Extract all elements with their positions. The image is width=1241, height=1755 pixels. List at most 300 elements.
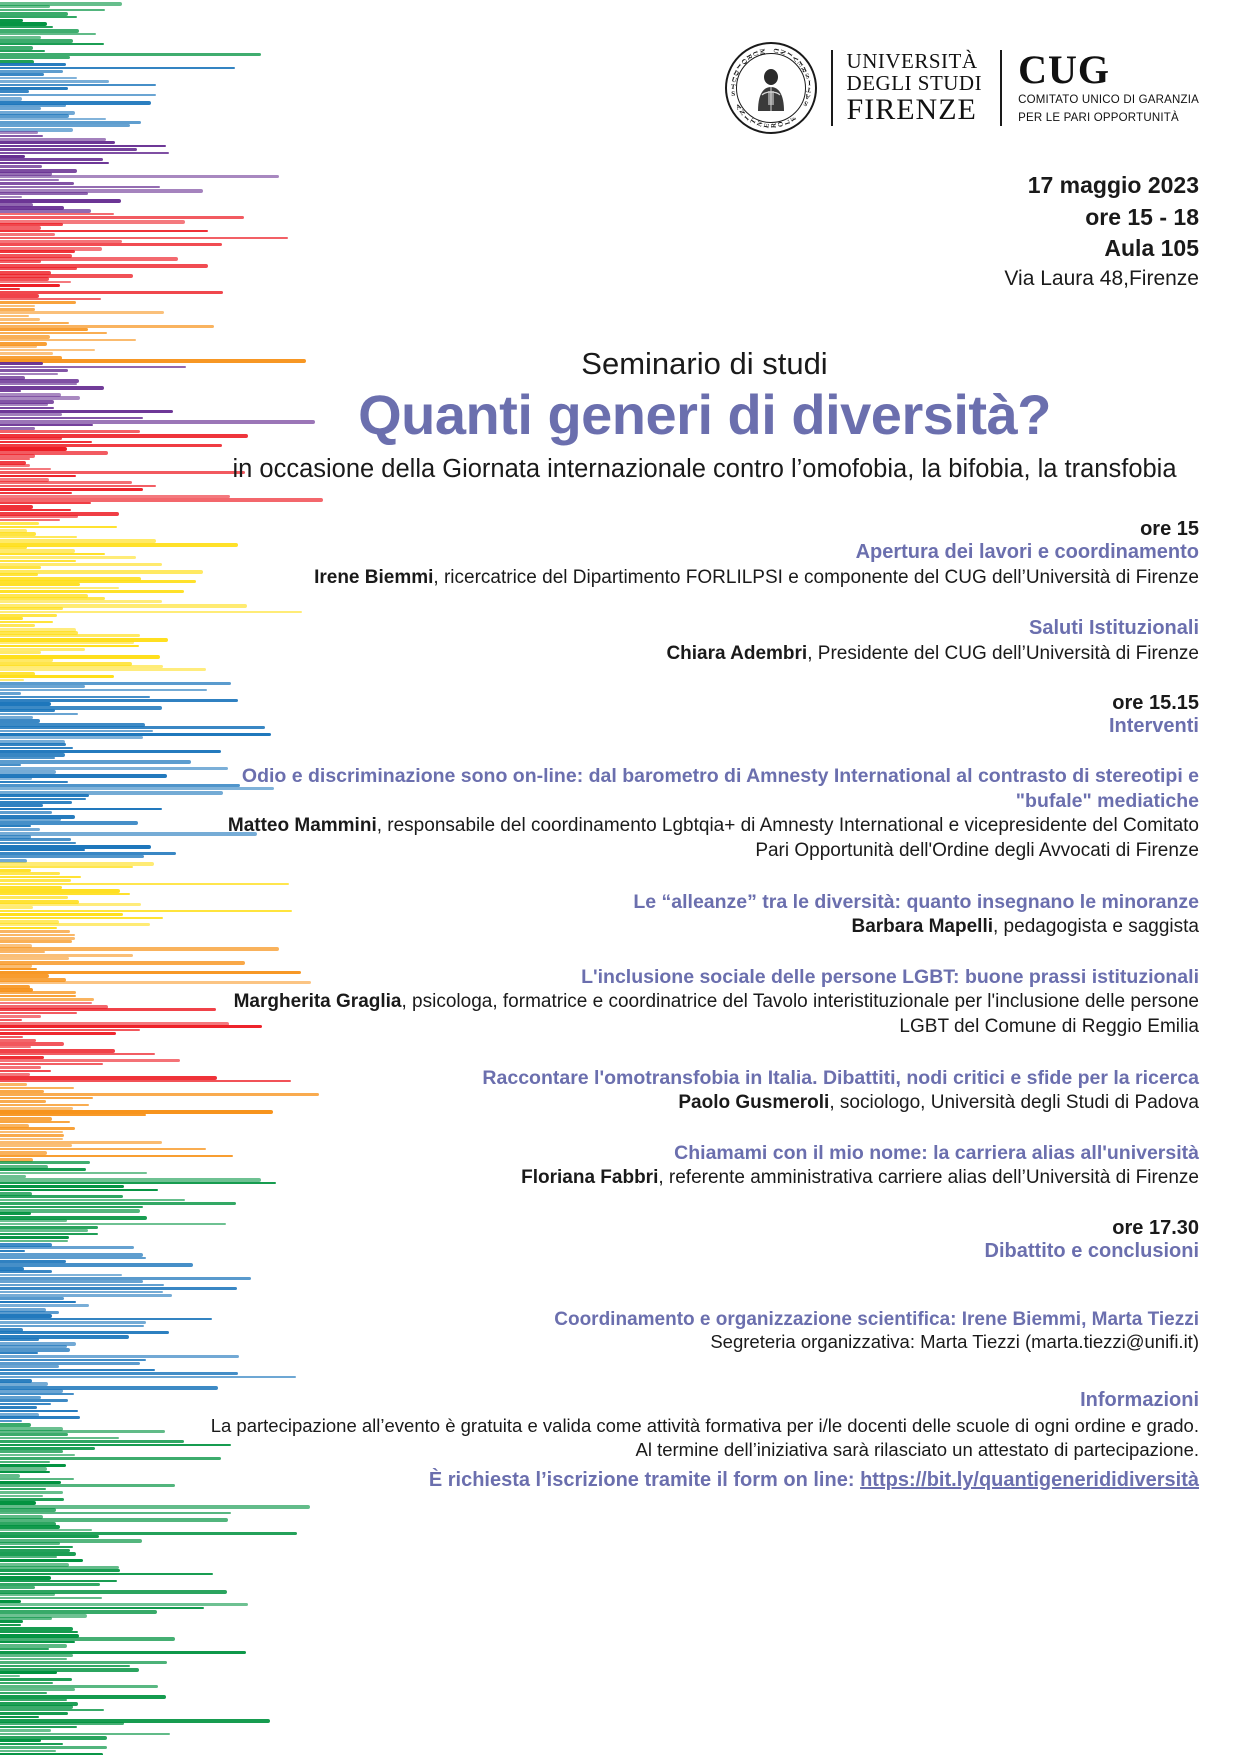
rainbow-streak	[0, 250, 75, 253]
rainbow-streak	[0, 1593, 55, 1596]
rainbow-streak	[0, 1648, 49, 1651]
rainbow-streak	[0, 315, 29, 318]
rainbow-streak	[0, 781, 68, 784]
rainbow-streak	[0, 1223, 226, 1226]
rainbow-streak	[0, 1600, 21, 1603]
rainbow-streak	[0, 243, 222, 246]
schedule-time-interventions: ore 15.15	[1112, 692, 1199, 715]
speaker-role: , referente amministrativa carriere alias dell’Università di Firenze	[658, 1167, 1199, 1189]
rainbow-streak	[0, 1325, 144, 1328]
event-kicker: Seminario di studi	[581, 346, 828, 382]
rainbow-streak	[0, 1631, 78, 1634]
rainbow-streak	[0, 1036, 23, 1039]
talk-item	[210, 764, 1199, 863]
rainbow-streak	[0, 1529, 92, 1532]
rainbow-streak	[0, 1481, 61, 1484]
rainbow-streak	[0, 186, 160, 189]
talk-speaker	[210, 814, 1199, 863]
rainbow-streak	[0, 961, 245, 965]
rainbow-streak	[0, 1012, 77, 1015]
rainbow-streak	[0, 930, 70, 933]
schedule-item-interventions-header	[210, 692, 1199, 738]
rainbow-streak	[0, 1569, 120, 1572]
rainbow-streak	[0, 556, 136, 559]
rainbow-streak	[0, 1726, 77, 1729]
schedule-heading-greetings: Saluti Istituzionali	[1028, 616, 1199, 639]
schedule-item-greetings	[210, 617, 1199, 667]
rainbow-streak	[0, 896, 68, 899]
rainbow-streak	[0, 617, 23, 620]
cug-acronym: CUG	[1018, 46, 1110, 92]
rainbow-streak	[0, 1008, 216, 1011]
rainbow-streak	[0, 1512, 231, 1515]
rainbow-streak	[0, 1369, 155, 1372]
rainbow-streak	[0, 1699, 67, 1702]
rainbow-streak	[0, 135, 43, 138]
footer-secretariat: Segreteria organizzativa: Marta Tiezzi (marta.tiezzi@unifi.it)	[710, 1330, 1199, 1352]
rainbow-streak	[0, 1549, 70, 1552]
rainbow-streak	[0, 954, 133, 957]
rainbow-streak	[0, 685, 85, 688]
rainbow-streak	[0, 1287, 237, 1290]
rainbow-streak	[0, 1430, 165, 1433]
rainbow-streak	[0, 777, 32, 780]
rainbow-streak	[0, 1729, 51, 1732]
rainbow-streak	[0, 1161, 90, 1164]
rainbow-streak	[0, 1002, 92, 1005]
rainbow-streak	[0, 1535, 99, 1538]
rainbow-streak	[0, 124, 130, 127]
rainbow-streak	[0, 998, 94, 1001]
rainbow-streak	[0, 665, 163, 668]
speaker-name: Paolo Gusmeroli	[678, 1091, 830, 1113]
speaker-role: , Presidente del CUG dell’Università di Firenze	[807, 642, 1199, 664]
rainbow-streak	[0, 1263, 193, 1267]
rainbow-streak	[0, 1658, 67, 1661]
rainbow-streak	[0, 192, 88, 195]
schedule-item-opening	[210, 518, 1199, 591]
rainbow-streak	[0, 1070, 51, 1073]
rainbow-streak	[0, 563, 162, 566]
rainbow-streak	[0, 1144, 72, 1147]
university-line-3: FIRENZE	[846, 93, 977, 127]
rainbow-streak	[0, 1440, 184, 1443]
rainbow-streak	[0, 223, 63, 226]
rainbow-streak	[0, 794, 89, 797]
rainbow-streak	[0, 917, 163, 920]
rainbow-streak	[0, 284, 60, 287]
rainbow-streak	[0, 1104, 89, 1107]
rainbow-streak	[0, 1229, 88, 1232]
rainbow-streak	[0, 1750, 56, 1753]
rainbow-streak	[0, 1580, 117, 1583]
rainbow-streak	[0, 903, 141, 906]
rainbow-streak	[0, 906, 33, 909]
rainbow-streak	[0, 828, 40, 831]
rainbow-streak	[0, 1059, 180, 1062]
rainbow-streak	[0, 413, 62, 416]
rainbow-streak	[0, 526, 117, 529]
rainbow-streak	[0, 1433, 68, 1436]
rainbow-streak	[0, 1688, 75, 1691]
speaker-name: Chiara Adembri	[666, 642, 808, 664]
rainbow-streak	[0, 730, 153, 733]
rainbow-streak	[0, 77, 77, 80]
rainbow-streak	[0, 1661, 167, 1664]
event-address: Via Laura 48,Firenze	[1004, 267, 1199, 291]
rainbow-streak	[0, 621, 53, 624]
rainbow-streak	[0, 107, 41, 110]
rainbow-streak	[0, 566, 41, 569]
speaker-name: Barbara Mapelli	[851, 915, 993, 937]
rainbow-streak	[0, 1678, 72, 1681]
rainbow-streak	[0, 1406, 37, 1409]
rainbow-streak	[0, 1321, 146, 1324]
rainbow-streak	[0, 1457, 221, 1460]
rainbow-streak	[0, 291, 223, 294]
rainbow-streak	[0, 281, 71, 284]
rainbow-streak	[0, 1107, 73, 1110]
rainbow-streak	[0, 713, 78, 716]
rainbow-streak	[0, 1345, 67, 1348]
rainbow-streak	[0, 1624, 21, 1627]
rainbow-streak	[0, 1257, 146, 1260]
cug-logo	[1000, 46, 1199, 126]
speaker-role: , psicologa, formatrice e coordinatrice del Tavolo interistituzionale per l'inclusione delle persone LGBT del Comune di Reggio Emilia	[401, 991, 1199, 1037]
rainbow-streak	[0, 1559, 83, 1562]
event-subtitle: in occasione della Giornata internazionale contro l’omofobia, la bifobia, la transfobia	[232, 454, 1177, 483]
rainbow-streak	[0, 1420, 22, 1423]
rainbow-streak	[0, 1396, 41, 1399]
rainbow-streak	[0, 1066, 41, 1069]
rainbow-streak	[0, 1260, 66, 1263]
rainbow-streak	[0, 1168, 86, 1171]
rainbow-streak	[0, 240, 122, 243]
rainbow-streak	[0, 923, 150, 926]
rainbow-streak	[0, 764, 21, 767]
rainbow-streak	[0, 682, 231, 685]
rainbow-streak	[0, 849, 85, 852]
rainbow-streak	[0, 444, 222, 447]
rainbow-streak	[0, 600, 162, 603]
rainbow-streak	[0, 1410, 78, 1413]
rainbow-streak	[0, 1073, 30, 1076]
rainbow-streak	[0, 509, 71, 512]
rainbow-streak	[0, 349, 95, 352]
talk-speaker	[210, 990, 1199, 1039]
rainbow-streak	[0, 675, 114, 678]
rainbow-streak	[0, 1620, 23, 1623]
rainbow-streak	[0, 522, 39, 525]
rainbow-streak	[0, 1185, 124, 1188]
rainbow-streak	[0, 118, 106, 121]
rainbow-streak	[0, 1671, 57, 1674]
rainbow-streak	[0, 1304, 89, 1307]
rainbow-streak	[0, 182, 74, 185]
rainbow-streak	[0, 1131, 63, 1134]
rainbow-streak	[0, 308, 35, 311]
rainbow-streak	[0, 590, 184, 593]
rainbow-streak	[0, 709, 55, 712]
rainbow-streak	[0, 1447, 95, 1450]
rainbow-streak	[0, 1280, 143, 1283]
rainbow-streak	[0, 1641, 75, 1644]
rainbow-streak	[0, 1450, 63, 1453]
rainbow-streak	[0, 597, 105, 600]
rainbow-streak	[0, 1029, 140, 1032]
rainbow-streak	[0, 1488, 46, 1491]
event-time: ore 15 - 18	[1085, 203, 1199, 230]
rainbow-streak	[0, 546, 27, 549]
rainbow-streak	[0, 145, 166, 148]
rainbow-streak	[0, 553, 105, 556]
rainbow-streak	[0, 1233, 98, 1236]
talk-speaker	[210, 915, 1199, 940]
rainbow-streak	[0, 1297, 64, 1300]
rainbow-streak	[0, 458, 30, 461]
rainbow-streak	[0, 1019, 22, 1022]
rainbow-streak	[0, 1403, 51, 1406]
rainbow-streak	[0, 1100, 46, 1103]
rainbow-streak	[0, 36, 41, 39]
rainbow-streak	[0, 1556, 57, 1559]
rainbow-streak	[0, 325, 214, 328]
rainbow-streak	[0, 852, 176, 855]
rainbow-streak	[0, 485, 156, 488]
rainbow-streak	[0, 757, 55, 760]
rainbow-streak	[0, 322, 69, 325]
rainbow-streak	[0, 339, 136, 342]
rainbow-streak	[0, 886, 62, 889]
rainbow-streak	[0, 305, 35, 308]
registration-link[interactable]: https://bit.ly/quantigenerididiversità	[860, 1468, 1199, 1491]
rainbow-streak	[0, 311, 164, 314]
rainbow-streak	[0, 216, 244, 219]
rainbow-streak	[0, 893, 130, 896]
rainbow-streak	[0, 179, 59, 182]
rainbow-streak	[0, 855, 144, 858]
rainbow-streak	[0, 641, 134, 644]
rainbow-streak	[0, 1722, 124, 1725]
rainbow-streak	[0, 141, 115, 144]
rainbow-streak	[0, 1202, 236, 1205]
rainbow-streak	[0, 403, 48, 406]
rainbow-streak	[0, 515, 78, 518]
rainbow-streak	[0, 1495, 43, 1498]
crest-inner-figure	[736, 53, 806, 123]
rainbow-streak	[0, 56, 70, 59]
rainbow-streak	[0, 1331, 169, 1334]
rainbow-streak	[0, 1359, 146, 1362]
rainbow-streak	[0, 743, 66, 746]
rainbow-streak	[0, 842, 76, 845]
rainbow-streak	[0, 70, 63, 73]
rainbow-streak	[0, 1301, 76, 1304]
rainbow-streak	[0, 84, 156, 87]
talk-title: Le “alleanze” tra le diversità: quanto insegnano le minoranze	[633, 890, 1199, 913]
rainbow-streak	[0, 927, 57, 930]
rainbow-streak	[0, 1454, 75, 1457]
rainbow-streak	[0, 1733, 170, 1736]
rainbow-streak	[0, 230, 208, 233]
rainbow-streak	[0, 825, 31, 828]
rainbow-streak	[0, 696, 150, 699]
rainbow-streak	[0, 1284, 164, 1287]
rainbow-streak	[0, 1270, 52, 1273]
rainbow-streak	[0, 131, 38, 134]
rainbow-streak	[0, 373, 58, 376]
rainbow-streak	[0, 1250, 25, 1253]
rainbow-streak	[0, 19, 23, 22]
rainbow-streak	[0, 73, 44, 76]
rainbow-streak	[0, 937, 75, 940]
rainbow-streak	[0, 968, 37, 971]
rainbow-streak	[0, 301, 76, 304]
rainbow-streak	[0, 1039, 36, 1042]
rainbow-streak	[0, 50, 45, 53]
rainbow-streak	[0, 876, 81, 879]
footer-info-heading: Informazioni	[1080, 1388, 1199, 1411]
rainbow-streak	[0, 407, 54, 410]
rainbow-streak	[0, 716, 33, 719]
footer-info-line-2: Al termine dell’iniziativa sarà rilasciato un attestato di partecipazione.	[635, 1439, 1199, 1461]
talk-title: Odio e discriminazione sono on-line: dal barometro di Amnesty International al contrasto di stereotipi e "bufale" mediatiche	[241, 765, 1199, 813]
rainbow-streak	[0, 1114, 146, 1117]
rainbow-streak	[0, 43, 104, 46]
registration-prefix: È richiesta l’iscrizione tramite il form on line:	[428, 1468, 861, 1491]
rainbow-streak	[0, 1692, 47, 1695]
rainbow-streak	[0, 804, 43, 807]
event-date: 17 maggio 2023	[1027, 172, 1199, 198]
rainbow-streak	[0, 872, 60, 875]
rainbow-streak	[0, 165, 42, 168]
rainbow-streak	[0, 1464, 66, 1467]
rainbow-streak	[0, 1236, 69, 1239]
rainbow-streak	[0, 468, 51, 471]
closing-heading: Dibattito e conclusioni	[984, 1239, 1199, 1262]
rainbow-streak	[0, 798, 86, 801]
rainbow-streak	[0, 1148, 206, 1151]
rainbow-streak	[0, 689, 207, 692]
rainbow-streak	[0, 838, 71, 841]
rainbow-streak	[0, 1046, 31, 1049]
rainbow-streak	[0, 1138, 63, 1141]
footer-coordination: Coordinamento e organizzazione scientifica: Irene Biemmi, Marta Tiezzi	[554, 1308, 1199, 1330]
university-wordmark	[831, 50, 983, 126]
rainbow-streak	[0, 1365, 59, 1368]
rainbow-streak	[0, 90, 29, 93]
rainbow-streak	[0, 1206, 143, 1209]
rainbow-streak	[0, 390, 21, 393]
rainbow-streak	[0, 560, 76, 563]
rainbow-streak	[0, 1583, 100, 1586]
rainbow-streak	[0, 1665, 130, 1668]
rainbow-streak	[0, 162, 109, 165]
rainbow-streak	[0, 332, 107, 335]
rainbow-streak	[0, 913, 123, 916]
talk-item	[210, 890, 1199, 940]
schedule-heading-interventions: Interventi	[1108, 715, 1199, 738]
rainbow-streak	[0, 760, 191, 764]
rainbow-streak	[0, 1682, 53, 1685]
rainbow-streak	[0, 1651, 246, 1654]
rainbow-streak	[0, 991, 76, 994]
rainbow-streak	[0, 328, 88, 331]
rainbow-streak	[0, 1226, 98, 1229]
talk-title: Chiamami con il mio nome: la carriera alias all'università	[674, 1142, 1199, 1165]
rainbow-streak	[0, 366, 186, 369]
rainbow-streak	[0, 1274, 122, 1277]
schedule-item-closing	[210, 1217, 1199, 1263]
rainbow-streak	[0, 1546, 73, 1549]
rainbow-streak	[0, 699, 238, 702]
event-room: Aula 105	[1104, 235, 1199, 262]
rainbow-streak	[0, 369, 68, 372]
speaker-name: Floriana Fabbri	[521, 1167, 659, 1189]
talk-speaker	[210, 1166, 1199, 1191]
rainbow-streak	[0, 750, 221, 753]
rainbow-streak	[0, 1532, 297, 1535]
rainbow-streak	[0, 441, 92, 444]
rainbow-streak	[0, 1141, 162, 1144]
rainbow-streak	[0, 502, 91, 505]
rainbow-streak	[0, 33, 96, 36]
rainbow-streak	[0, 475, 76, 478]
rainbow-streak	[0, 1352, 38, 1355]
rainbow-streak	[0, 158, 103, 161]
rainbow-streak	[0, 583, 80, 586]
rainbow-streak	[0, 668, 206, 671]
rainbow-streak	[0, 492, 72, 495]
rainbow-streak	[0, 196, 22, 199]
rainbow-streak	[0, 63, 66, 66]
rainbow-streak	[0, 148, 137, 151]
rainbow-streak	[0, 1195, 123, 1198]
rainbow-streak	[0, 1127, 75, 1130]
talk-speaker	[210, 1091, 1199, 1116]
rainbow-streak	[0, 634, 140, 637]
rainbow-streak	[0, 155, 25, 158]
rainbow-streak	[0, 1219, 67, 1222]
rainbow-streak	[0, 1573, 213, 1576]
rainbow-streak	[0, 1478, 74, 1481]
talk-title: L'inclusione sociale delle persone LGBT: buone prassi istituzionali	[581, 966, 1199, 989]
rainbow-streak	[0, 651, 41, 654]
rainbow-streak	[0, 587, 119, 590]
rainbow-streak	[0, 1294, 172, 1297]
rainbow-streak	[0, 1355, 239, 1358]
rainbow-streak	[0, 488, 143, 491]
rainbow-streak	[0, 383, 77, 386]
closing-time: ore 17.30	[1112, 1216, 1199, 1239]
speaker-role: , sociologo, Università degli Studi di Padova	[829, 1091, 1199, 1113]
rainbow-streak	[0, 267, 77, 270]
rainbow-streak	[0, 430, 140, 433]
rainbow-streak	[0, 1032, 116, 1035]
rainbow-streak	[0, 9, 105, 12]
rainbow-streak	[0, 1498, 64, 1501]
page-title: Quanti generi di diversità?	[358, 383, 1051, 447]
rainbow-streak	[0, 957, 69, 960]
rainbow-streak	[0, 1083, 27, 1086]
rainbow-streak	[0, 624, 35, 627]
talk-title: Raccontare l'omotransfobia in Italia. Dibattiti, nodi critici e sfide per la ricerca	[482, 1066, 1199, 1089]
rainbow-streak	[0, 607, 63, 610]
rainbow-streak	[0, 1437, 119, 1440]
crest-figure-svg	[750, 65, 792, 111]
rainbow-streak	[0, 1015, 41, 1018]
rainbow-streak	[0, 1134, 64, 1137]
